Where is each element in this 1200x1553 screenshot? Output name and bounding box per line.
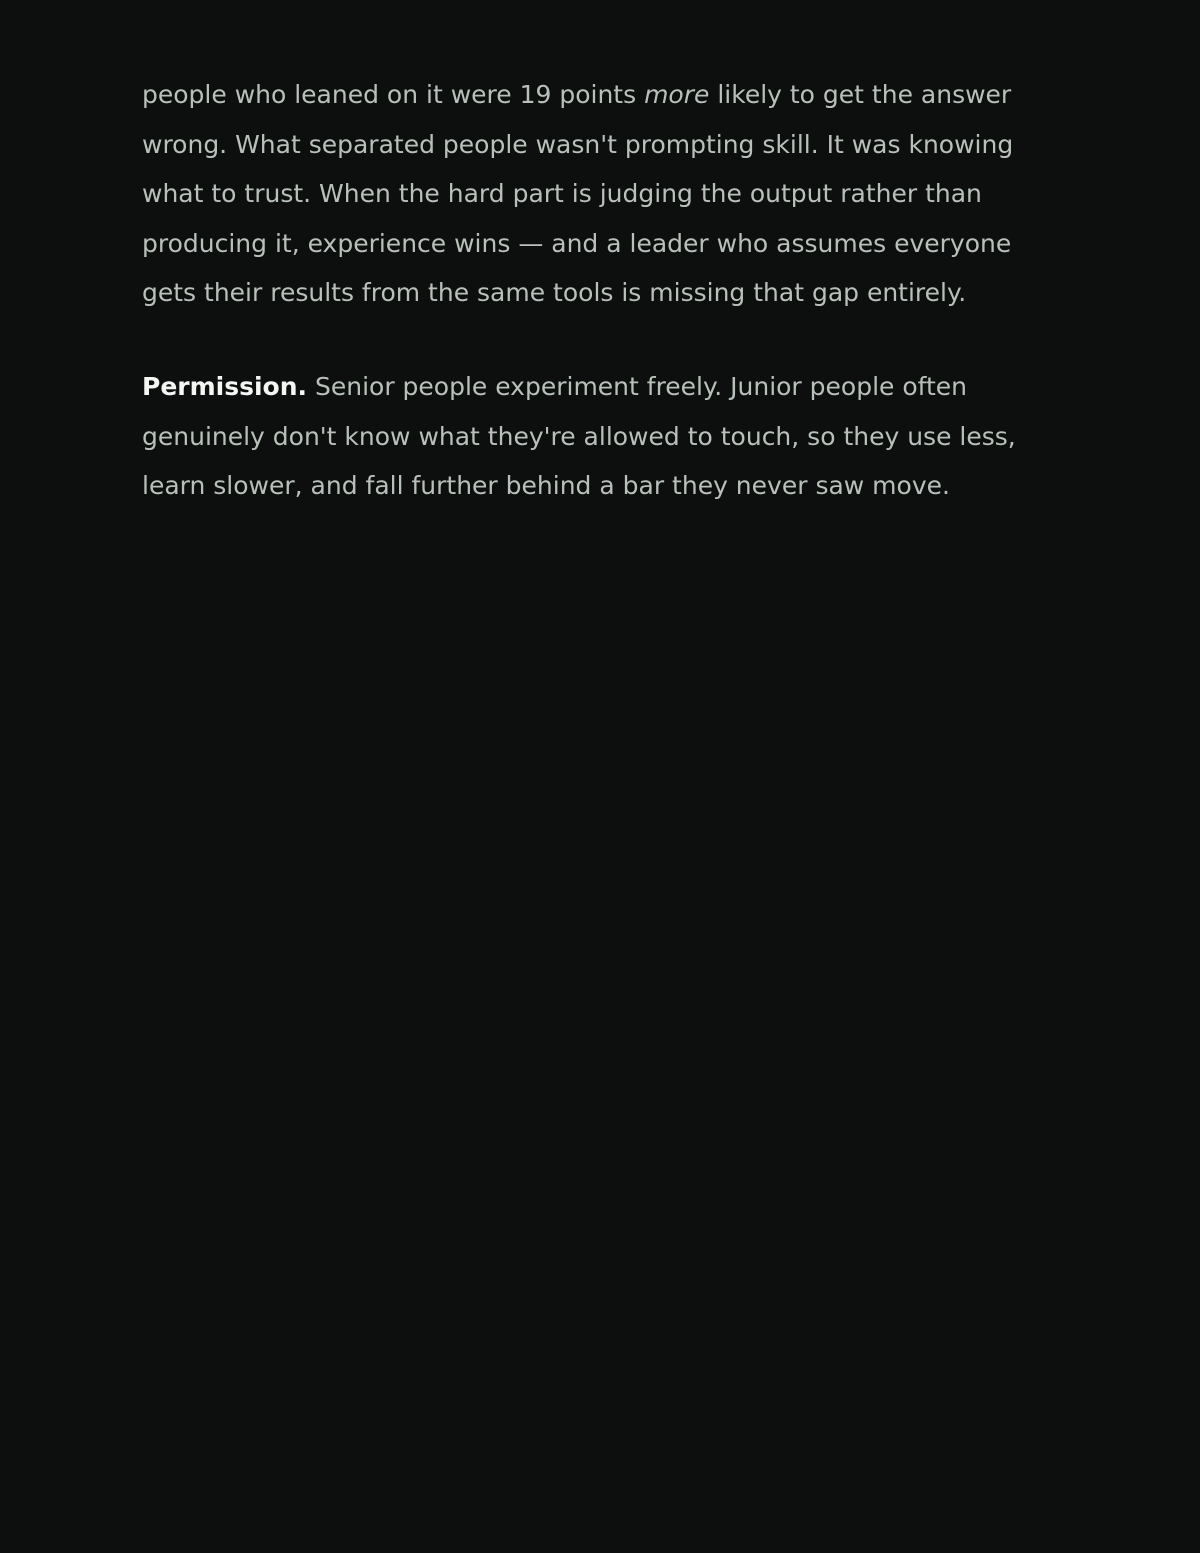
paragraph-lead: Permission.: [142, 371, 308, 401]
paragraph-permission: [142, 362, 1072, 511]
paragraph-text: Senior people experiment freely. Junior people often genuinely don't know what they're allowed to touch, so they use less, learn slower, and fall further behind a bar they never saw move.: [142, 371, 1016, 501]
paragraph-text: people who leaned on it were 19 points: [142, 80, 645, 109]
emphasis-text: more: [644, 80, 710, 109]
paragraph-text: likely to get the answer wrong. What separated people wasn't prompting skill. It was knowing what to trust. When the hard part is judging the output rather than producing it, experience wins — and a leader who assumes everyone gets their results from the same tools is missing that gap entirely.: [142, 80, 1014, 308]
article-body: [142, 70, 1072, 511]
paragraph-trust: [142, 70, 1072, 318]
